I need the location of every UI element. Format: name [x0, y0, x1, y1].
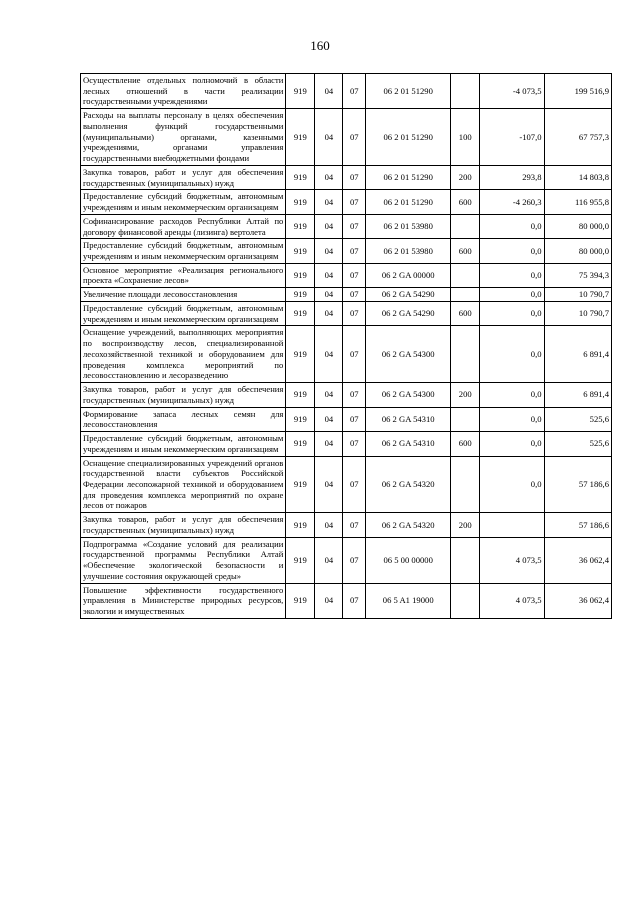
subsection-code: 07	[343, 383, 366, 407]
ministry-code: 919	[286, 165, 315, 189]
change-amount: 0,0	[480, 288, 544, 302]
change-amount: -4 260,3	[480, 190, 544, 214]
expense-type-code	[451, 74, 480, 109]
table-row	[81, 74, 612, 109]
item-name: Повышение эффективности государственного управления в Министерстве природных ресурсов, экологии и имущественных	[81, 583, 286, 618]
section-code: 04	[315, 432, 343, 456]
target-article-code: 06 2 GA 54310	[366, 432, 451, 456]
section-code: 04	[315, 326, 343, 383]
page-number: 160	[310, 38, 330, 53]
total-amount: 10 790,7	[544, 301, 611, 325]
subsection-code: 07	[343, 583, 366, 618]
subsection-code: 07	[343, 513, 366, 537]
expense-type-code: 200	[451, 165, 480, 189]
expense-type-code	[451, 263, 480, 287]
expense-type-code: 100	[451, 109, 480, 166]
expense-type-code: 200	[451, 383, 480, 407]
table-row	[81, 537, 612, 583]
ministry-code: 919	[286, 513, 315, 537]
target-article-code: 06 2 GA 54320	[366, 513, 451, 537]
section-code: 04	[315, 165, 343, 189]
total-amount: 75 394,3	[544, 263, 611, 287]
change-amount: -107,0	[480, 109, 544, 166]
table-row	[81, 165, 612, 189]
item-name: Закупка товаров, работ и услуг для обеспечения государственных (муниципальных) нужд	[81, 165, 286, 189]
expense-type-code: 600	[451, 190, 480, 214]
expense-type-code	[451, 214, 480, 238]
ministry-code: 919	[286, 190, 315, 214]
subsection-code: 07	[343, 239, 366, 263]
ministry-code: 919	[286, 456, 315, 513]
table-row	[81, 214, 612, 238]
section-code: 04	[315, 263, 343, 287]
subsection-code: 07	[343, 326, 366, 383]
subsection-code: 07	[343, 74, 366, 109]
change-amount: 0,0	[480, 214, 544, 238]
budget-table	[80, 73, 612, 619]
target-article-code: 06 5 00 00000	[366, 537, 451, 583]
item-name: Закупка товаров, работ и услуг для обеспечения государственных (муниципальных) нужд	[81, 513, 286, 537]
target-article-code: 06 2 01 51290	[366, 190, 451, 214]
change-amount: 0,0	[480, 407, 544, 431]
table-row	[81, 407, 612, 431]
table-row	[81, 583, 612, 618]
change-amount: 4 073,5	[480, 537, 544, 583]
target-article-code: 06 2 GA 54300	[366, 326, 451, 383]
section-code: 04	[315, 583, 343, 618]
total-amount: 116 955,8	[544, 190, 611, 214]
item-name: Софинансирование расходов Республики Алтай по договору финансовой аренды (лизинга) вертолета	[81, 214, 286, 238]
target-article-code: 06 2 GA 54300	[366, 383, 451, 407]
expense-type-code	[451, 456, 480, 513]
change-amount: 0,0	[480, 326, 544, 383]
target-article-code: 06 2 01 53980	[366, 214, 451, 238]
target-article-code: 06 2 01 51290	[366, 109, 451, 166]
section-code: 04	[315, 214, 343, 238]
target-article-code: 06 2 GA 54290	[366, 301, 451, 325]
change-amount: 0,0	[480, 383, 544, 407]
section-code: 04	[315, 74, 343, 109]
change-amount: 0,0	[480, 456, 544, 513]
item-name: Расходы на выплаты персоналу в целях обеспечения выполнения функций государственными (муниципальными) органами, казенными учреждениями, органами управления государственными внебюджетными фондами	[81, 109, 286, 166]
table-row	[81, 288, 612, 302]
ministry-code: 919	[286, 74, 315, 109]
item-name: Подпрограмма «Создание условий для реализации государственной программы Республики Алтай «Обеспечение экологической безопасности и улучшение состояния окружающей среды»	[81, 537, 286, 583]
total-amount: 36 062,4	[544, 583, 611, 618]
change-amount: 4 073,5	[480, 583, 544, 618]
expense-type-code: 600	[451, 301, 480, 325]
item-name: Предоставление субсидий бюджетным, автономным учреждениям и иным некоммерческим организациям	[81, 190, 286, 214]
change-amount	[480, 513, 544, 537]
ministry-code: 919	[286, 326, 315, 383]
ministry-code: 919	[286, 239, 315, 263]
table-row	[81, 109, 612, 166]
target-article-code: 06 2 GA 00000	[366, 263, 451, 287]
table-row	[81, 190, 612, 214]
ministry-code: 919	[286, 263, 315, 287]
table-row	[81, 263, 612, 287]
table-row	[81, 301, 612, 325]
item-name: Закупка товаров, работ и услуг для обеспечения государственных (муниципальных) нужд	[81, 383, 286, 407]
ministry-code: 919	[286, 407, 315, 431]
ministry-code: 919	[286, 214, 315, 238]
ministry-code: 919	[286, 537, 315, 583]
subsection-code: 07	[343, 214, 366, 238]
change-amount: -4 073,5	[480, 74, 544, 109]
table-row	[81, 326, 612, 383]
ministry-code: 919	[286, 583, 315, 618]
item-name: Предоставление субсидий бюджетным, автономным учреждениям и иным некоммерческим организациям	[81, 432, 286, 456]
expense-type-code	[451, 583, 480, 618]
change-amount: 0,0	[480, 432, 544, 456]
section-code: 04	[315, 513, 343, 537]
table-row	[81, 456, 612, 513]
total-amount: 57 186,6	[544, 513, 611, 537]
section-code: 04	[315, 109, 343, 166]
subsection-code: 07	[343, 407, 366, 431]
item-name: Оснащение учреждений, выполняющих мероприятия по воспроизводству лесов, специализированной лесохозяйственной техникой и оборудованием для проведения комплекса мероприятий по лесовосстановлению и лесоразведению	[81, 326, 286, 383]
expense-type-code	[451, 288, 480, 302]
subsection-code: 07	[343, 190, 366, 214]
total-amount: 14 803,8	[544, 165, 611, 189]
section-code: 04	[315, 537, 343, 583]
change-amount: 0,0	[480, 301, 544, 325]
target-article-code: 06 2 01 51290	[366, 74, 451, 109]
total-amount: 199 516,9	[544, 74, 611, 109]
ministry-code: 919	[286, 301, 315, 325]
section-code: 04	[315, 456, 343, 513]
table-row	[81, 239, 612, 263]
total-amount: 36 062,4	[544, 537, 611, 583]
item-name: Предоставление субсидий бюджетным, автономным учреждениям и иным некоммерческим организациям	[81, 301, 286, 325]
item-name: Осуществление отдельных полномочий в области лесных отношений в части реализации государственными учреждениями	[81, 74, 286, 109]
ministry-code: 919	[286, 288, 315, 302]
table-row	[81, 383, 612, 407]
target-article-code: 06 5 A1 19000	[366, 583, 451, 618]
item-name: Предоставление субсидий бюджетным, автономным учреждениям и иным некоммерческим организациям	[81, 239, 286, 263]
expense-type-code	[451, 326, 480, 383]
total-amount: 6 891,4	[544, 383, 611, 407]
expense-type-code: 200	[451, 513, 480, 537]
expense-type-code: 600	[451, 239, 480, 263]
item-name: Формирование запаса лесных семян для лесовосстановления	[81, 407, 286, 431]
subsection-code: 07	[343, 537, 366, 583]
target-article-code: 06 2 01 53980	[366, 239, 451, 263]
change-amount: 293,8	[480, 165, 544, 189]
target-article-code: 06 2 GA 54320	[366, 456, 451, 513]
item-name: Увеличение площади лесовосстановления	[81, 288, 286, 302]
ministry-code: 919	[286, 432, 315, 456]
total-amount: 6 891,4	[544, 326, 611, 383]
total-amount: 67 757,3	[544, 109, 611, 166]
section-code: 04	[315, 239, 343, 263]
expense-type-code: 600	[451, 432, 480, 456]
table-row	[81, 513, 612, 537]
section-code: 04	[315, 383, 343, 407]
subsection-code: 07	[343, 109, 366, 166]
target-article-code: 06 2 GA 54290	[366, 288, 451, 302]
target-article-code: 06 2 GA 54310	[366, 407, 451, 431]
section-code: 04	[315, 190, 343, 214]
target-article-code: 06 2 01 51290	[366, 165, 451, 189]
expense-type-code	[451, 407, 480, 431]
change-amount: 0,0	[480, 239, 544, 263]
subsection-code: 07	[343, 301, 366, 325]
total-amount: 525,6	[544, 432, 611, 456]
table-row	[81, 432, 612, 456]
total-amount: 10 790,7	[544, 288, 611, 302]
section-code: 04	[315, 301, 343, 325]
expense-type-code	[451, 537, 480, 583]
subsection-code: 07	[343, 456, 366, 513]
subsection-code: 07	[343, 165, 366, 189]
total-amount: 80 000,0	[544, 239, 611, 263]
item-name: Основное мероприятие «Реализация регионального проекта «Сохранение лесов»	[81, 263, 286, 287]
total-amount: 80 000,0	[544, 214, 611, 238]
subsection-code: 07	[343, 288, 366, 302]
ministry-code: 919	[286, 109, 315, 166]
section-code: 04	[315, 407, 343, 431]
change-amount: 0,0	[480, 263, 544, 287]
item-name: Оснащение специализированных учреждений органов государственной власти субъектов Российской Федерации лесопожарной техникой и оборудованием для проведения комплекса мероприятий по охране лесов от пожаров	[81, 456, 286, 513]
total-amount: 525,6	[544, 407, 611, 431]
subsection-code: 07	[343, 432, 366, 456]
section-code: 04	[315, 288, 343, 302]
subsection-code: 07	[343, 263, 366, 287]
ministry-code: 919	[286, 383, 315, 407]
total-amount: 57 186,6	[544, 456, 611, 513]
